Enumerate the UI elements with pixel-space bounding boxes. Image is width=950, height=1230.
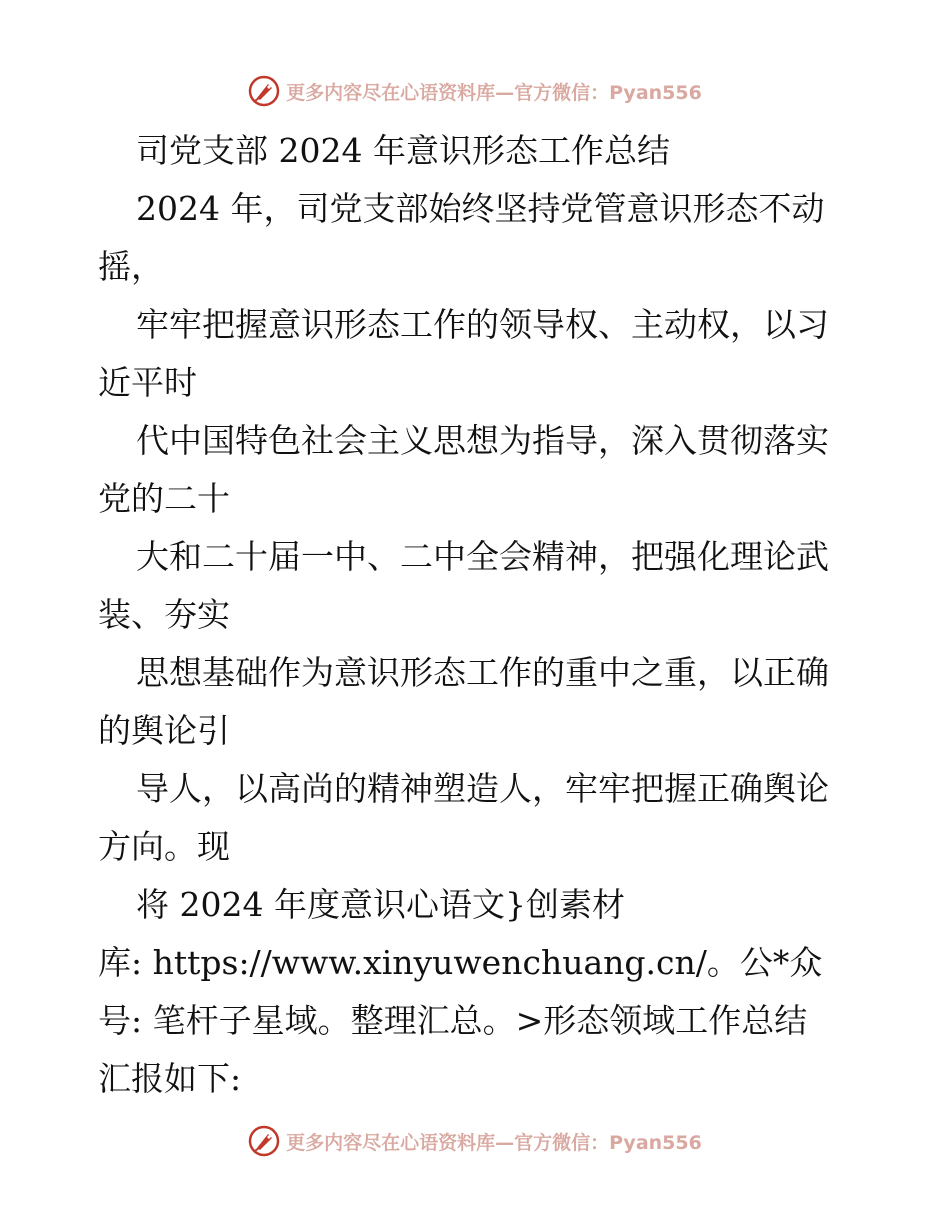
paragraph-line: 代中国特色社会主义思想为指导，深入贯彻落实: [136, 421, 829, 460]
paragraph-line: 近平时: [98, 363, 197, 402]
paragraph-line: 思想基础作为意识形态工作的重中之重，以正确: [136, 653, 829, 692]
paragraph-line: 摇，: [98, 247, 164, 286]
paragraph-line: 导人，以高尚的精神塑造人，牢牢把握正确舆论: [136, 769, 829, 808]
paragraph-line: 号: 笔杆子星域。整理汇总。>形态领域工作总结: [98, 1001, 808, 1040]
header-banner-text: 更多内容尽在心语资料库—官方微信：Pyan556: [286, 81, 702, 104]
paragraph-line: 装、夯实: [98, 595, 230, 634]
document-body: [98, 122, 858, 1108]
pen-nib-logo-icon: [248, 1125, 280, 1157]
paragraph-line: 2024 年，司党支部始终坚持党管意识形态不动: [136, 189, 825, 228]
paragraph-line: 牢牢把握意识形态工作的领导权、主动权，以习: [136, 305, 829, 344]
paragraph-line: 党的二十: [98, 479, 230, 518]
paragraph-line: 汇报如下:: [98, 1059, 242, 1098]
paragraph-line: 库: https://www.xinyuwenchuang.cn/。公*众: [98, 943, 823, 982]
paragraph-line: 方向。现: [98, 827, 230, 866]
paragraph-line: 大和二十届一中、二中全会精神，把强化理论武: [136, 537, 829, 576]
footer-banner-text: 更多内容尽在心语资料库—官方微信：Pyan556: [286, 1131, 702, 1154]
footer-banner: [0, 1121, 950, 1161]
paragraph-line: 的舆论引: [98, 711, 230, 750]
paragraph-line: 将 2024 年度意识心语文}创素材: [136, 885, 625, 924]
document-title: 司党支部 2024 年意识形态工作总结: [136, 131, 670, 170]
header-banner: [0, 71, 950, 111]
pen-nib-logo-icon: [248, 75, 280, 107]
